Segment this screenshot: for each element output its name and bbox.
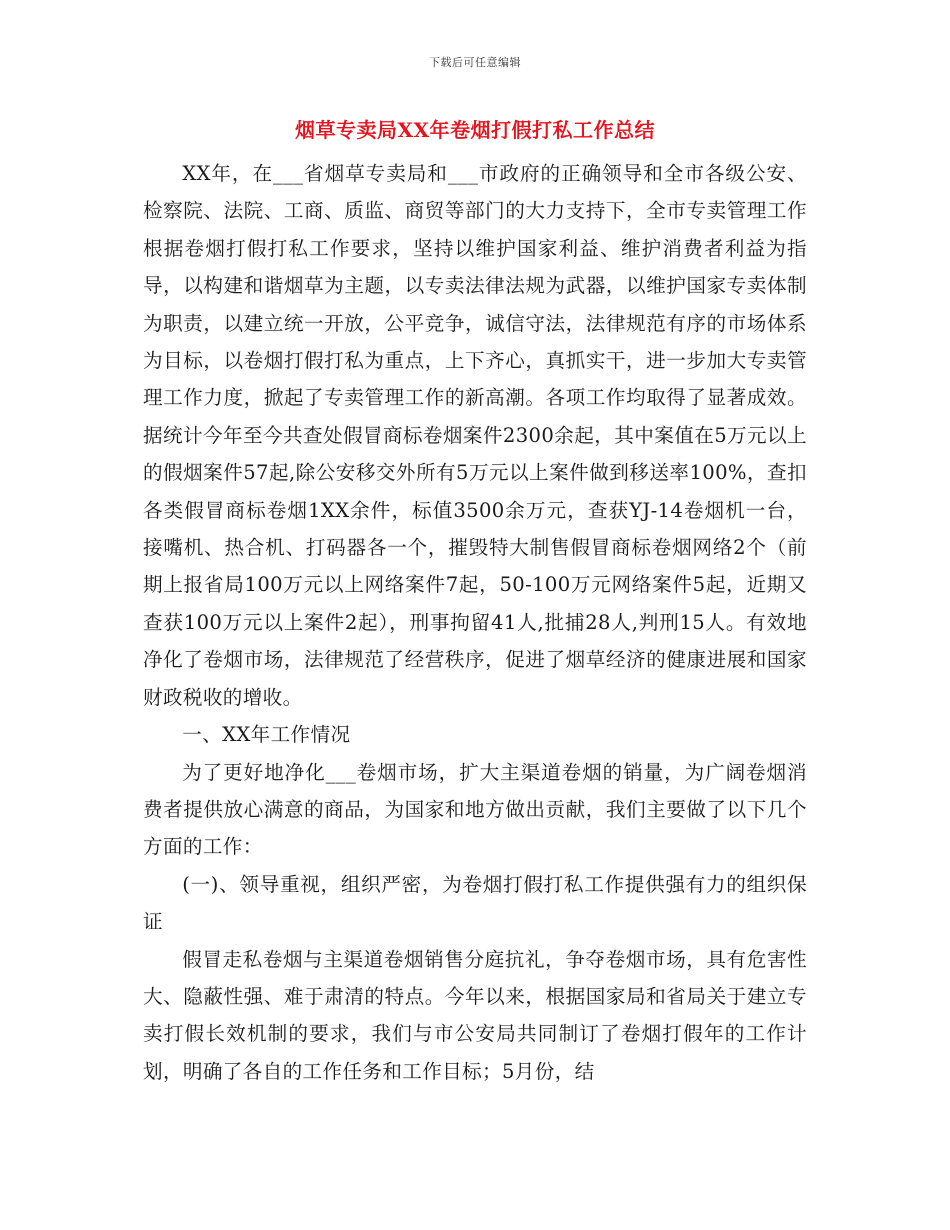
document-body bbox=[143, 155, 807, 1090]
paragraph-subsection-1: 假冒走私卷烟与主渠道卷烟销售分庭抗礼，争夺卷烟市场，具有危害性大、隐蔽性强、难于肃清的特点。今年以来，根据国家局和省局关于建立专卖打假长效机制的要求，我们与市公安局共同制订了卷烟打假年的工作计划，明确了各自的工作任务和工作目标；5月份，结 bbox=[143, 947, 807, 1083]
header-note: 下载后可任意编辑 bbox=[429, 56, 521, 69]
paragraph-section-1: 为了更好地净化___卷烟市场，扩大主渠道卷烟的销量，为广阔卷烟消费者提供放心满意的商品，为国家和地方做出贡献，我们主要做了以下几个方面的工作： bbox=[143, 760, 807, 859]
subsection-heading-1: (一)、领导重视，组织严密，为卷烟打假打私工作提供强有力的组织保证 bbox=[143, 872, 807, 934]
paragraph-intro: XX年，在___省烟草专卖局和___市政府的正确领导和全市各级公安、检察院、法院、工商、质监、商贸等部门的大力支持下，全市专卖管理工作根据卷烟打假打私工作要求，坚持以维护国家利益、维护消费者利益为指导，以构建和谐烟草为主题，以专卖法律法规为武器，以维护国家专卖体制为职责，以建立统一开放，公平竞争，诚信守法，法律规范有序的市场体系为目标，以卷烟打假打私为重点，上下齐心，真抓实干，进一步加大专卖管理工作力度，掀起了专卖管理工作的新高潮。各项工作均取得了显著成效。据统计今年至今共查处假冒商标卷烟案件2300余起，其中案值在5万元以上的假烟案件57起,除公安移交外所有5万元以上案件做到移送率100%，查扣各类假冒商标卷烟1XX余件，标值3500余万元，查获YJ-14卷烟机一台，接嘴机、热合机、打码器各一个，摧毁特大制售假冒商标卷烟网络2个（前期上报省局100万元以上网络案件7起，50-100万元网络案件5起，近期又查获100万元以上案件2起），刑事拘留41人,批捕28人,判刑15人。有效地净化了卷烟市场，法律规范了经营秩序，促进了烟草经济的健康进展和国家财政税收的增收。 bbox=[143, 162, 807, 709]
document-title: 烟草专卖局XX年卷烟打假打私工作总结 bbox=[294, 118, 656, 142]
section-heading-1: 一、XX年工作情况 bbox=[182, 723, 351, 747]
